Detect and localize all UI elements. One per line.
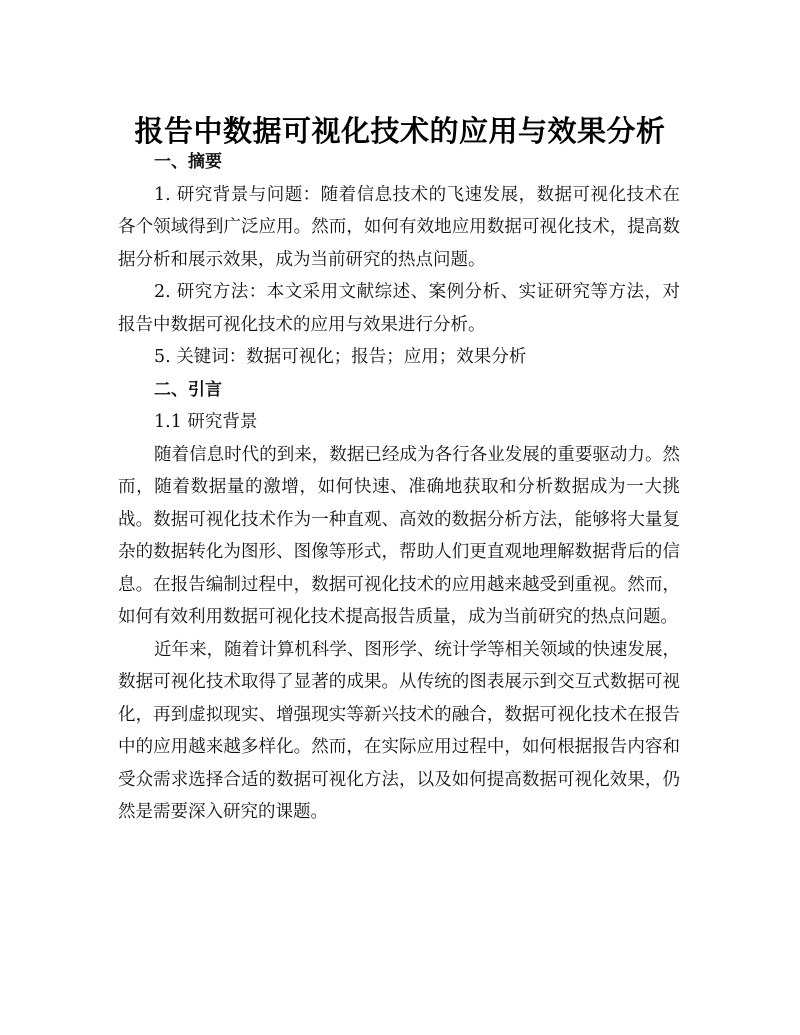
abstract-background-paragraph: 1. 研究背景与问题：随着信息技术的飞速发展，数据可视化技术在各个领域得到广泛应用。然而，如何有效地应用数据可视化技术，提高数据分析和展示效果，成为当前研究的热点问题。 bbox=[118, 184, 680, 270]
document-title: 报告中数据可视化技术的应用与效果分析 bbox=[134, 114, 666, 149]
intro-heading: 二、引言 bbox=[154, 379, 222, 400]
body-paragraph: 近年来，随着计算机科学、图形学、统计学等相关领域的快速发展，数据可视化技术取得了显著的成果。从传统的图表展示到交互式数据可视化，再到虚拟现实、增强现实等新兴技术的融合，数据可视化技术在报告中的应用越来越多样化。然而，在实际应用过程中，如何根据报告内容和受众需求选择合适的数据可视化方法，以及如何提高数据可视化效果，仍然是需要深入研究的课题。 bbox=[118, 639, 680, 822]
abstract-heading: 一、摘要 bbox=[154, 152, 222, 172]
subsection-heading: 1.1 研究背景 bbox=[154, 412, 258, 432]
body-paragraph: 随着信息时代的到来，数据已经成为各行各业发展的重要驱动力。然而，随着数据量的激增，如何快速、准确地获取和分析数据成为一大挑战。数据可视化技术作为一种直观、高效的数据分析方法，能够将大量复杂的数据转化为图形、图像等形式，帮助人们更直观地理解数据背后的信息。在报告编制过程中，数据可视化技术的应用越来越受到重视。然而，如何有效利用数据可视化技术提高报告质量，成为当前研究的热点问题。 bbox=[118, 444, 680, 627]
document-body bbox=[118, 146, 680, 829]
abstract-keywords-line: 5. 关键词：数据可视化；报告；应用；效果分析 bbox=[154, 347, 527, 367]
abstract-method-paragraph: 2. 研究方法：本文采用文献综述、案例分析、实证研究等方法，对报告中数据可视化技术的应用与效果进行分析。 bbox=[118, 282, 680, 335]
